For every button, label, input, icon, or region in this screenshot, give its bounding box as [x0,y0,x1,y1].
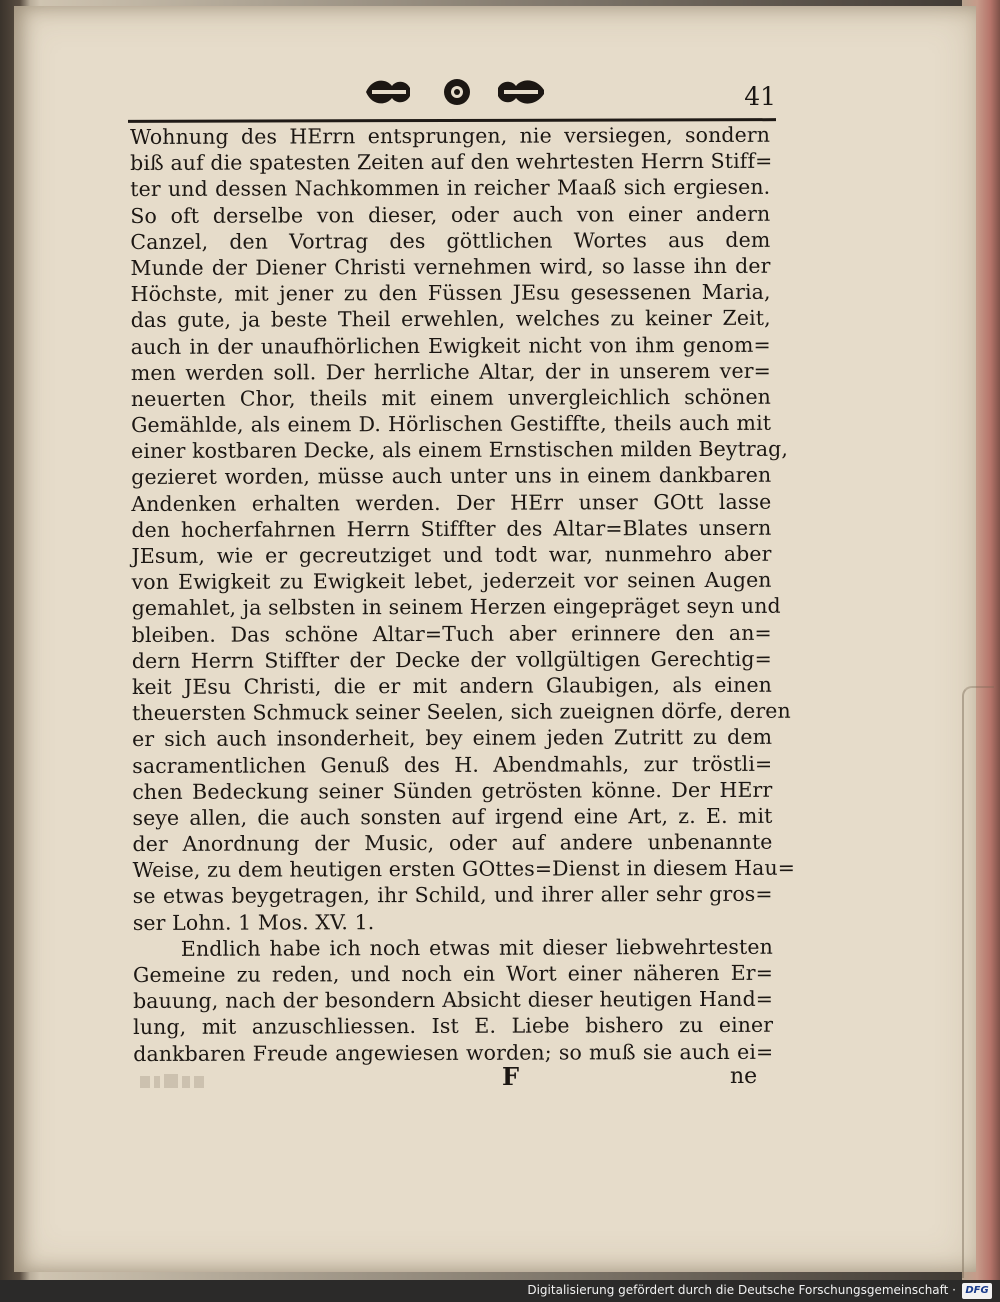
text-line: gemahlet, ja selbsten in seinem Herzen eingepräget seyn und [131,594,781,621]
text-line: sacramentlichen Genuß des H. Abendmahls, zur tröstli= [132,751,773,778]
text-line: men werden soll. Der herrliche Altar, der in unserem ver= [130,358,771,385]
text-line: Gemeine zu reden, und noch ein Wort einer näheren Er= [132,960,774,987]
text-line: gezieret worden, müsse auch unter uns in einem dankbaren [131,463,772,490]
headpiece-ornament-icon [362,72,552,112]
text-line: neuerten Chor, theils mit einem unvergleichlich schönen [130,384,771,411]
text-line: Weise, zu dem heutigen ersten GOttes=Dienst in diesem Hau= [132,855,796,883]
text-line: Höchste, mit jener zu den Füssen JEsu gesessenen Maria, [130,279,771,307]
dfg-logo-icon: DFG [962,1283,992,1299]
text-line: chen Bedeckung seiner Sünden getrösten könne. Der HErr [132,777,773,804]
catchword: ne [730,1064,758,1089]
body-text [130,122,796,1067]
text-line: biß auf die spatesten Zeiten auf den wehrtesten Herrn Stiff= [130,148,773,176]
signature-mark: F [502,1062,520,1091]
text-line: Munde der Diener Christi vernehmen wird, so lasse ihn der [130,253,771,280]
text-line: den hocherfahrnen Herrn Stiffter des Altar=Blates unsern [131,515,772,542]
text-line: Canzel, den Vortrag des göttlichen Wortes aus dem [130,227,771,254]
text-line: Andenken erhalten werden. Der HErr unser GOtt lasse [131,489,772,516]
text-line: der Anordnung der Music, oder auf andere unbenannte [132,829,773,857]
page-fold [962,686,994,1278]
footer-credit: Digitalisierung gefördert durch die Deutsche Forschungsgemeinschaft · [527,1283,956,1297]
text-line: ter und dessen Nachkommen in reicher Maaß sich ergiesen. [130,175,771,202]
page-number: 41 [744,82,776,111]
text-line: keit JEsu Christi, die er mit andern Glaubigen, als einen [131,672,773,699]
text-line: bauung, nach der besondern Absicht dieser heutigen Hand= [133,986,774,1014]
text-line: das gute, ja beste Theil erwehlen, welches zu keiner Zeit, [130,306,771,333]
text-line: von Ewigkeit zu Ewigkeit lebet, jederzeit vor seinen Augen [131,567,772,595]
text-line: JEsum, wie er gecreutziget und todt war, nunmehro aber [131,541,772,568]
paragraph-start-line: Endlich habe ich noch etwas mit dieser liebwehrtesten [180,934,773,961]
text-line: theuersten Schmuck seiner Seelen, sich zueignen dörfe, deren [132,698,791,726]
text-line: er sich auch insonderheit, bey einem jeden Zutritt zu dem [132,725,773,752]
text-line: Gemählde, als einem D. Hörlischen Gestiffte, theils auch mit [131,410,772,438]
text-line: se etwas beygetragen, ihr Schild, und ihrer aller sehr gros= [132,882,773,909]
text-line: lung, mit anzuschliessen. Ist E. Liebe bishero zu einer [133,1013,774,1040]
text-line: So oft derselbe von dieser, oder auch von einer andern [130,201,771,228]
text-line: bleiben. Das schöne Altar=Tuch aber erinnere den an= [131,620,772,647]
text-line: ser Lohn. 1 Mos. XV. 1. [132,909,375,935]
text-line: auch in der unaufhörlichen Ewigkeit nicht von ihm genom= [130,332,771,359]
text-line: dern Herrn Stiffter der Decke der vollgültigen Gerechtig= [131,646,772,673]
faint-stamp-icon [138,1070,208,1094]
text-line: dankbaren Freude angewiesen worden; so muß sie auch ei= [133,1039,774,1066]
text-line: seye allen, die auch sonsten auf irgend eine Art, z. E. mit [132,803,773,830]
text-line: einer kostbaren Decke, als einem Ernstischen milden Beytrag, [131,436,789,464]
text-line: Wohnung des HErrn entsprungen, nie versiegen, sondern [130,122,771,149]
